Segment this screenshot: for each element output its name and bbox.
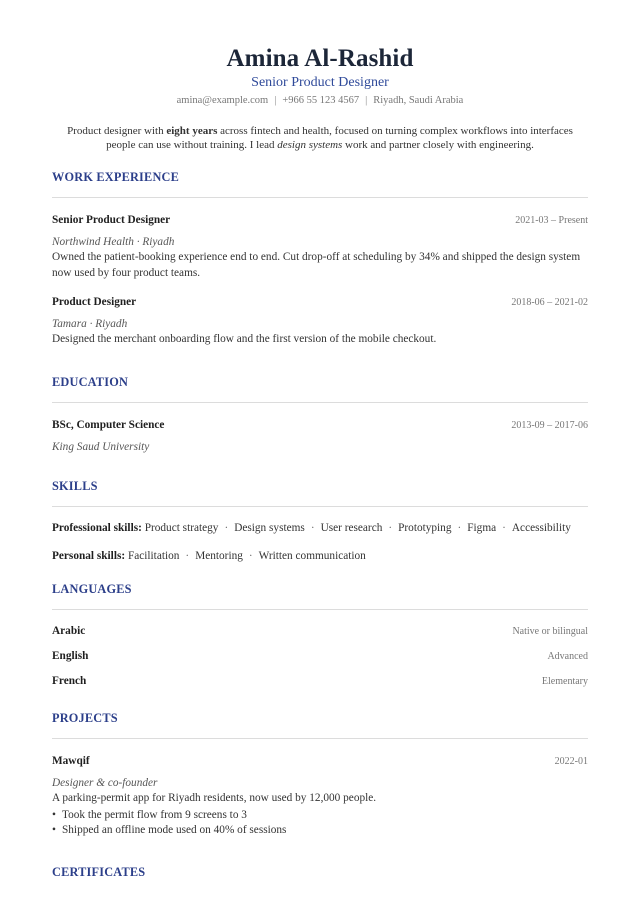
work-role: Senior Product Designer: [52, 214, 171, 226]
skill-item: Product strategy: [144, 521, 219, 534]
summary-text: work and partner closely with engineering.: [342, 139, 534, 151]
project-entry-header: [52, 754, 588, 769]
work-description: Designed the merchant onboarding flow and the first version of the mobile checkout.: [52, 333, 437, 345]
language-level: Native or bilingual: [512, 625, 588, 637]
section-divider: [52, 197, 588, 198]
project-description: A parking-permit app for Riyadh residents, now used by 12,000 people.: [52, 791, 377, 804]
contact-line: [52, 94, 588, 107]
skill-separator: ·: [388, 521, 393, 534]
language-name: Arabic: [52, 624, 86, 637]
language-name: English: [52, 649, 89, 662]
education-school: King Saud University: [52, 440, 150, 453]
work-description: Owned the patient-booking experience end to end. Cut drop-off at scheduling by 34% and shipped the design system now used by four product teams.: [52, 251, 581, 279]
project-name: Mawqif: [52, 754, 90, 767]
resume-header: [52, 44, 588, 107]
contact-separator: |: [274, 95, 277, 106]
work-role: Product Designer: [52, 296, 137, 308]
project-bullet: • Shipped an offline mode used on 40% of sessions: [52, 823, 588, 838]
project-bullet: • Took the permit flow from 9 screens to 3: [52, 808, 588, 823]
professional-skills: [52, 521, 588, 536]
section-title-education: EDUCATION: [52, 374, 129, 389]
work-entry: [52, 213, 588, 281]
summary-text: across fintech and health, focused on turning complex workflows into interfaces people can use without training. I lead: [106, 125, 573, 151]
section-title-skills: SKILLS: [52, 478, 98, 493]
work-date: 2018-06 – 2021-02: [511, 297, 588, 308]
work-entry: [52, 295, 588, 348]
skill-separator: ·: [224, 521, 229, 534]
section-divider: [52, 609, 588, 610]
skill-item: Figma: [467, 521, 497, 534]
skill-item: User research: [320, 521, 383, 534]
skill-item: Accessibility: [511, 521, 571, 534]
skill-item: Facilitation: [127, 549, 180, 562]
candidate-name: Amina Al-Rashid: [226, 45, 414, 72]
section-divider: [52, 506, 588, 507]
skill-separator: ·: [185, 549, 190, 562]
contact-phone: +966 55 123 4567: [282, 95, 360, 106]
project-date: 2022-01: [554, 755, 588, 767]
contact-location: Riyadh, Saudi Arabia: [373, 95, 464, 106]
section-title-certificates: CERTIFICATES: [52, 865, 146, 879]
summary-italic: design systems: [277, 139, 343, 151]
skill-separator: ·: [502, 521, 506, 534]
work-date: 2021-03 – Present: [515, 215, 588, 226]
language-name: French: [52, 674, 87, 687]
skill-separator: ·: [248, 549, 253, 562]
skill-item: Mentoring: [195, 549, 243, 562]
skill-item: Written communication: [258, 549, 366, 562]
skill-item: Prototyping: [398, 521, 452, 534]
section-title-projects: PROJECTS: [52, 710, 118, 725]
work-org: Tamara · Riyadh: [52, 318, 128, 330]
education-degree: BSc, Computer Science: [52, 418, 165, 431]
language-row: [52, 674, 588, 689]
summary-text: Product designer with: [67, 125, 167, 137]
contact-email: amina@example.com: [176, 95, 269, 106]
section-title-languages: LANGUAGES: [52, 581, 132, 596]
contact-separator: |: [365, 95, 368, 106]
project-entry: [52, 754, 588, 839]
professional-skills-label: Professional skills:: [52, 521, 142, 534]
language-level: Elementary: [541, 675, 588, 687]
skill-item: Design systems: [234, 521, 305, 534]
summary-emphasis: eight years: [166, 125, 218, 137]
language-level: Advanced: [547, 650, 588, 662]
section-divider: [52, 738, 588, 739]
language-row: [52, 624, 588, 639]
education-date: 2013-09 – 2017-06: [511, 419, 588, 431]
candidate-title: Senior Product Designer: [251, 75, 389, 90]
project-bullets: [52, 808, 588, 838]
personal-skills-label: Personal skills:: [52, 549, 126, 562]
summary-paragraph: [56, 124, 584, 152]
personal-skills: [52, 549, 588, 564]
section-divider: [52, 402, 588, 403]
resume-page: [52, 44, 588, 879]
skill-separator: ·: [310, 521, 315, 534]
section-title-work: WORK EXPERIENCE: [52, 170, 180, 184]
language-row: [52, 649, 588, 664]
education-entry: [52, 418, 588, 454]
work-org: Northwind Health · Riyadh: [52, 236, 175, 248]
work-entry-header: [52, 213, 588, 228]
project-role: Designer & co-founder: [52, 776, 158, 789]
work-entry-header: [52, 295, 588, 310]
skill-separator: ·: [457, 521, 462, 534]
education-entry-header: [52, 418, 588, 433]
